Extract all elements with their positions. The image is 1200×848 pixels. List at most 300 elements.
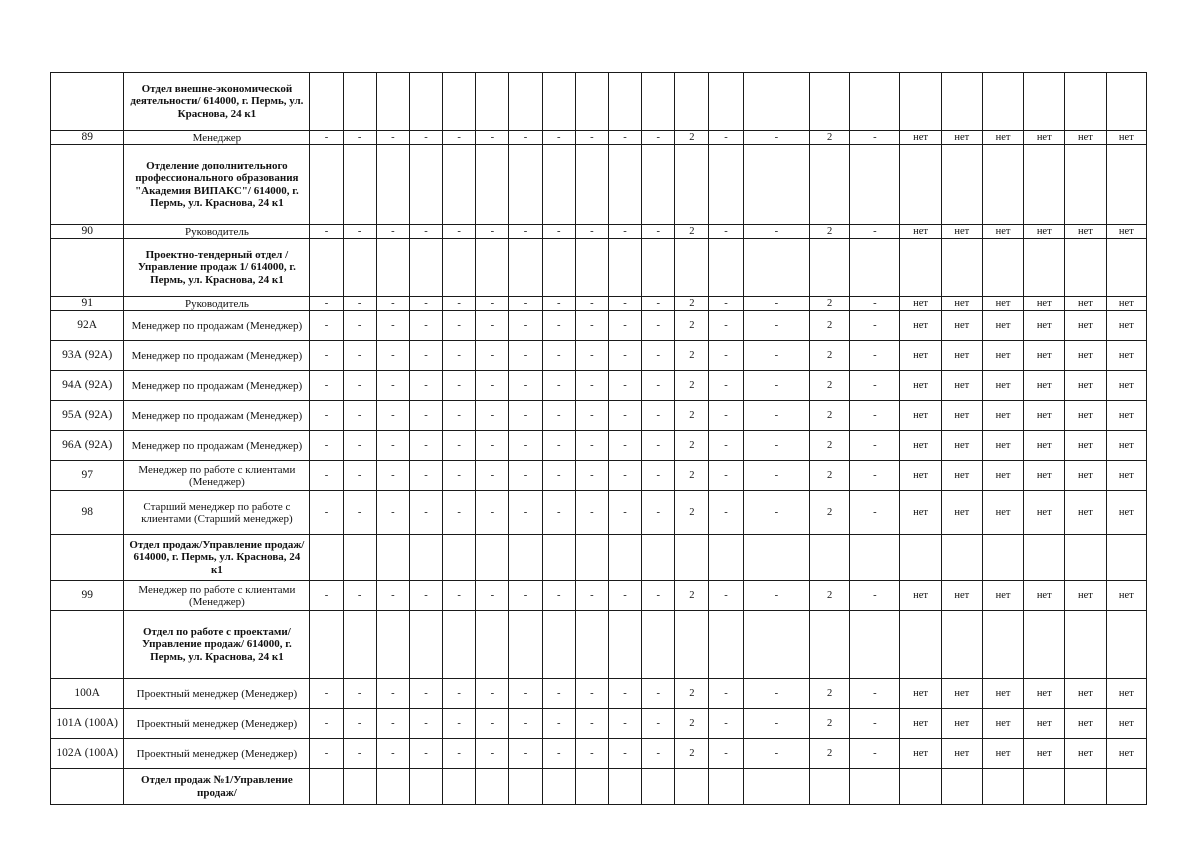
table-row [51, 679, 1147, 709]
value-cell: - [343, 581, 376, 611]
value-cell [608, 239, 641, 297]
value-cell [476, 239, 509, 297]
table-row [51, 431, 1147, 461]
value-cell: нет [941, 679, 982, 709]
value-cell [409, 769, 442, 805]
value-cell: - [343, 297, 376, 311]
value-cell [542, 239, 575, 297]
value-cell: - [409, 581, 442, 611]
value-cell: нет [900, 709, 941, 739]
value-cell: - [743, 341, 809, 371]
value-cell: - [608, 431, 641, 461]
section-row [51, 145, 1147, 225]
value-cell: нет [1065, 679, 1106, 709]
value-cell: нет [1065, 709, 1106, 739]
value-cell: - [310, 311, 343, 341]
value-cell: - [376, 431, 409, 461]
value-cell: - [743, 431, 809, 461]
value-cell: - [343, 311, 376, 341]
value-cell: нет [941, 581, 982, 611]
value-cell: нет [982, 679, 1023, 709]
value-cell [743, 611, 809, 679]
value-cell: - [575, 401, 608, 431]
value-cell: - [542, 739, 575, 769]
value-cell: - [376, 679, 409, 709]
value-cell: - [476, 709, 509, 739]
value-cell: 2 [810, 461, 850, 491]
value-cell: - [642, 401, 675, 431]
value-cell [642, 145, 675, 225]
value-cell [642, 239, 675, 297]
value-cell: - [575, 461, 608, 491]
value-cell: - [409, 431, 442, 461]
value-cell [343, 769, 376, 805]
value-cell [743, 769, 809, 805]
value-cell: - [509, 739, 542, 769]
value-cell: - [575, 371, 608, 401]
value-cell: - [608, 709, 641, 739]
section-title: Отдел продаж №1/Управление продаж/ [124, 769, 310, 805]
value-cell: - [743, 739, 809, 769]
value-cell: - [343, 431, 376, 461]
value-cell: - [409, 371, 442, 401]
value-cell: - [709, 341, 743, 371]
value-cell: нет [1106, 491, 1146, 535]
value-cell: - [743, 581, 809, 611]
value-cell [509, 535, 542, 581]
value-cell: нет [1024, 401, 1065, 431]
value-cell: - [642, 679, 675, 709]
value-cell: - [642, 461, 675, 491]
value-cell [575, 73, 608, 131]
value-cell [542, 769, 575, 805]
value-cell: - [850, 225, 900, 239]
value-cell [343, 145, 376, 225]
value-cell [343, 611, 376, 679]
value-cell: - [608, 297, 641, 311]
value-cell: нет [900, 311, 941, 341]
value-cell: - [310, 679, 343, 709]
value-cell: - [642, 739, 675, 769]
value-cell: - [709, 297, 743, 311]
value-cell: - [850, 297, 900, 311]
value-cell: - [850, 131, 900, 145]
value-cell: - [476, 679, 509, 709]
value-cell: нет [941, 739, 982, 769]
value-cell: 2 [675, 739, 709, 769]
value-cell: 2 [810, 225, 850, 239]
value-cell [1106, 145, 1146, 225]
value-cell: - [476, 311, 509, 341]
value-cell [743, 239, 809, 297]
value-cell: нет [900, 371, 941, 401]
value-cell: - [850, 371, 900, 401]
value-cell: - [343, 225, 376, 239]
value-cell: - [509, 341, 542, 371]
value-cell: - [443, 461, 476, 491]
position-name: Проектный менеджер (Менеджер) [124, 679, 310, 709]
value-cell: - [343, 679, 376, 709]
value-cell: - [443, 341, 476, 371]
value-cell: нет [1065, 311, 1106, 341]
value-cell: - [542, 371, 575, 401]
value-cell [509, 769, 542, 805]
value-cell [709, 73, 743, 131]
value-cell [575, 769, 608, 805]
table-row [51, 371, 1147, 401]
section-title: Отдел внешне-экономической деятельности/ 614000, г. Пермь, ул. Краснова, 24 к1 [124, 73, 310, 131]
value-cell: - [850, 311, 900, 341]
section-row [51, 769, 1147, 805]
value-cell: нет [900, 461, 941, 491]
value-cell [1065, 239, 1106, 297]
value-cell: 2 [810, 401, 850, 431]
value-cell [310, 239, 343, 297]
position-name: Менеджер по продажам (Менеджер) [124, 341, 310, 371]
value-cell [443, 145, 476, 225]
section-row [51, 611, 1147, 679]
value-cell: - [743, 491, 809, 535]
value-cell: - [409, 739, 442, 769]
value-cell: нет [1065, 739, 1106, 769]
value-cell [608, 769, 641, 805]
value-cell: 2 [675, 401, 709, 431]
value-cell: - [409, 131, 442, 145]
table-row [51, 341, 1147, 371]
value-cell: нет [941, 401, 982, 431]
value-cell: - [850, 341, 900, 371]
value-cell: - [608, 679, 641, 709]
value-cell: - [343, 461, 376, 491]
value-cell: - [310, 491, 343, 535]
value-cell: нет [1024, 311, 1065, 341]
value-cell [376, 145, 409, 225]
value-cell: - [642, 371, 675, 401]
value-cell [376, 611, 409, 679]
table-row [51, 401, 1147, 431]
section-row [51, 535, 1147, 581]
row-number: 91 [51, 297, 124, 311]
value-cell: нет [1106, 739, 1146, 769]
value-cell: - [642, 491, 675, 535]
value-cell [1065, 73, 1106, 131]
value-cell [310, 145, 343, 225]
value-cell [675, 239, 709, 297]
row-number [51, 239, 124, 297]
value-cell [675, 611, 709, 679]
value-cell [709, 145, 743, 225]
value-cell: - [608, 371, 641, 401]
value-cell: 2 [675, 581, 709, 611]
position-name: Менеджер по продажам (Менеджер) [124, 401, 310, 431]
value-cell: - [642, 341, 675, 371]
value-cell [982, 769, 1023, 805]
value-cell: 2 [810, 431, 850, 461]
value-cell [810, 145, 850, 225]
value-cell [850, 145, 900, 225]
value-cell: - [743, 679, 809, 709]
value-cell: нет [982, 311, 1023, 341]
value-cell: - [709, 461, 743, 491]
value-cell: - [575, 131, 608, 145]
row-number: 89 [51, 131, 124, 145]
value-cell [941, 769, 982, 805]
value-cell: - [310, 131, 343, 145]
value-cell [443, 239, 476, 297]
value-cell: нет [941, 431, 982, 461]
value-cell: 2 [810, 739, 850, 769]
value-cell: нет [1065, 491, 1106, 535]
row-number: 90 [51, 225, 124, 239]
value-cell: нет [941, 131, 982, 145]
value-cell: нет [1065, 581, 1106, 611]
value-cell: 2 [675, 431, 709, 461]
value-cell [900, 535, 941, 581]
value-cell [409, 239, 442, 297]
value-cell: нет [941, 491, 982, 535]
value-cell: - [443, 297, 476, 311]
value-cell: - [310, 739, 343, 769]
value-cell: - [542, 341, 575, 371]
position-name: Менеджер по работе с клиентами (Менеджер) [124, 461, 310, 491]
value-cell [1024, 535, 1065, 581]
position-name: Менеджер по продажам (Менеджер) [124, 431, 310, 461]
value-cell: - [542, 311, 575, 341]
value-cell: нет [1106, 401, 1146, 431]
value-cell [810, 73, 850, 131]
value-cell: - [709, 709, 743, 739]
value-cell: нет [1065, 131, 1106, 145]
section-row [51, 73, 1147, 131]
value-cell [743, 145, 809, 225]
position-name: Менеджер по продажам (Менеджер) [124, 371, 310, 401]
value-cell: - [376, 461, 409, 491]
value-cell [443, 611, 476, 679]
value-cell: - [709, 311, 743, 341]
value-cell [743, 73, 809, 131]
row-number [51, 611, 124, 679]
table-row [51, 461, 1147, 491]
value-cell: - [850, 581, 900, 611]
value-cell: 2 [810, 679, 850, 709]
value-cell: 2 [810, 709, 850, 739]
value-cell [1106, 73, 1146, 131]
value-cell: - [409, 709, 442, 739]
value-cell: 2 [675, 341, 709, 371]
value-cell: - [542, 297, 575, 311]
value-cell: - [542, 431, 575, 461]
value-cell: - [343, 491, 376, 535]
position-name: Менеджер [124, 131, 310, 145]
value-cell [409, 73, 442, 131]
value-cell [982, 535, 1023, 581]
value-cell: - [443, 371, 476, 401]
value-cell: - [642, 431, 675, 461]
value-cell: нет [1024, 491, 1065, 535]
value-cell: нет [1065, 371, 1106, 401]
row-number: 92А [51, 311, 124, 341]
value-cell: нет [982, 461, 1023, 491]
value-cell [476, 535, 509, 581]
value-cell: - [310, 709, 343, 739]
value-cell: - [542, 679, 575, 709]
value-cell: нет [1024, 131, 1065, 145]
value-cell: нет [982, 491, 1023, 535]
value-cell: - [443, 401, 476, 431]
value-cell [376, 73, 409, 131]
value-cell: нет [1106, 581, 1146, 611]
value-cell: нет [1106, 461, 1146, 491]
value-cell: 2 [810, 131, 850, 145]
value-cell [476, 145, 509, 225]
value-cell: нет [900, 297, 941, 311]
value-cell [642, 769, 675, 805]
value-cell: - [310, 297, 343, 311]
value-cell: 2 [675, 371, 709, 401]
section-row [51, 239, 1147, 297]
table-row [51, 709, 1147, 739]
value-cell: нет [1024, 341, 1065, 371]
value-cell [409, 535, 442, 581]
value-cell [310, 769, 343, 805]
value-cell [608, 611, 641, 679]
value-cell: нет [1106, 709, 1146, 739]
value-cell: нет [982, 341, 1023, 371]
value-cell: - [376, 225, 409, 239]
value-cell: - [850, 431, 900, 461]
value-cell: - [642, 131, 675, 145]
value-cell [1024, 73, 1065, 131]
value-cell: - [509, 431, 542, 461]
value-cell [608, 145, 641, 225]
value-cell: - [509, 371, 542, 401]
value-cell: - [443, 581, 476, 611]
value-cell [982, 239, 1023, 297]
value-cell: - [509, 311, 542, 341]
value-cell: - [608, 581, 641, 611]
value-cell: - [743, 709, 809, 739]
value-cell: - [850, 461, 900, 491]
value-cell: - [376, 131, 409, 145]
value-cell: нет [1106, 225, 1146, 239]
value-cell [509, 239, 542, 297]
value-cell [1106, 769, 1146, 805]
value-cell: - [608, 341, 641, 371]
value-cell [709, 611, 743, 679]
value-cell: нет [982, 739, 1023, 769]
value-cell: - [343, 371, 376, 401]
value-cell: нет [1065, 225, 1106, 239]
value-cell: - [376, 371, 409, 401]
value-cell: - [709, 431, 743, 461]
value-cell: 2 [810, 297, 850, 311]
value-cell: - [409, 341, 442, 371]
value-cell: - [409, 679, 442, 709]
section-title: Проектно-тендерный отдел /Управление продаж 1/ 614000, г. Пермь, ул. Краснова, 24 к1 [124, 239, 310, 297]
position-name: Руководитель [124, 225, 310, 239]
row-number: 96А (92А) [51, 431, 124, 461]
value-cell: - [476, 401, 509, 431]
value-cell: - [310, 581, 343, 611]
value-cell: нет [1024, 581, 1065, 611]
value-cell [1065, 145, 1106, 225]
value-cell: - [310, 341, 343, 371]
value-cell: - [476, 297, 509, 311]
row-number: 95А (92А) [51, 401, 124, 431]
value-cell [850, 769, 900, 805]
value-cell: - [709, 225, 743, 239]
value-cell: нет [982, 371, 1023, 401]
value-cell: - [343, 341, 376, 371]
value-cell [941, 145, 982, 225]
value-cell: нет [900, 431, 941, 461]
row-number: 97 [51, 461, 124, 491]
value-cell: - [608, 225, 641, 239]
value-cell: - [409, 225, 442, 239]
value-cell: - [608, 739, 641, 769]
value-cell [941, 73, 982, 131]
value-cell: 2 [675, 709, 709, 739]
value-cell: нет [1024, 431, 1065, 461]
value-cell [443, 73, 476, 131]
row-number [51, 73, 124, 131]
value-cell [982, 611, 1023, 679]
value-cell: - [476, 581, 509, 611]
value-cell [476, 73, 509, 131]
value-cell: - [376, 297, 409, 311]
row-number: 100А [51, 679, 124, 709]
value-cell [310, 611, 343, 679]
value-cell: нет [1106, 679, 1146, 709]
value-cell: - [509, 461, 542, 491]
value-cell: - [343, 401, 376, 431]
value-cell: - [476, 431, 509, 461]
value-cell [476, 611, 509, 679]
value-cell [642, 73, 675, 131]
value-cell: - [542, 401, 575, 431]
value-cell: 2 [675, 225, 709, 239]
value-cell [343, 73, 376, 131]
value-cell: нет [1024, 297, 1065, 311]
value-cell: - [542, 131, 575, 145]
value-cell [850, 535, 900, 581]
value-cell: нет [1024, 461, 1065, 491]
value-cell: - [608, 311, 641, 341]
value-cell: - [443, 131, 476, 145]
value-cell: нет [982, 709, 1023, 739]
value-cell: - [850, 709, 900, 739]
value-cell [709, 239, 743, 297]
value-cell: - [443, 709, 476, 739]
value-cell: - [642, 225, 675, 239]
value-cell: - [608, 491, 641, 535]
value-cell: - [608, 131, 641, 145]
value-cell: 2 [675, 461, 709, 491]
value-cell: - [575, 679, 608, 709]
value-cell: - [476, 131, 509, 145]
value-cell: - [709, 679, 743, 709]
value-cell: нет [1106, 341, 1146, 371]
value-cell: - [509, 131, 542, 145]
value-cell: 2 [675, 131, 709, 145]
value-cell [310, 73, 343, 131]
value-cell: 2 [675, 311, 709, 341]
value-cell [810, 239, 850, 297]
value-cell [1024, 611, 1065, 679]
value-cell: - [743, 371, 809, 401]
value-cell [642, 611, 675, 679]
value-cell: - [608, 401, 641, 431]
